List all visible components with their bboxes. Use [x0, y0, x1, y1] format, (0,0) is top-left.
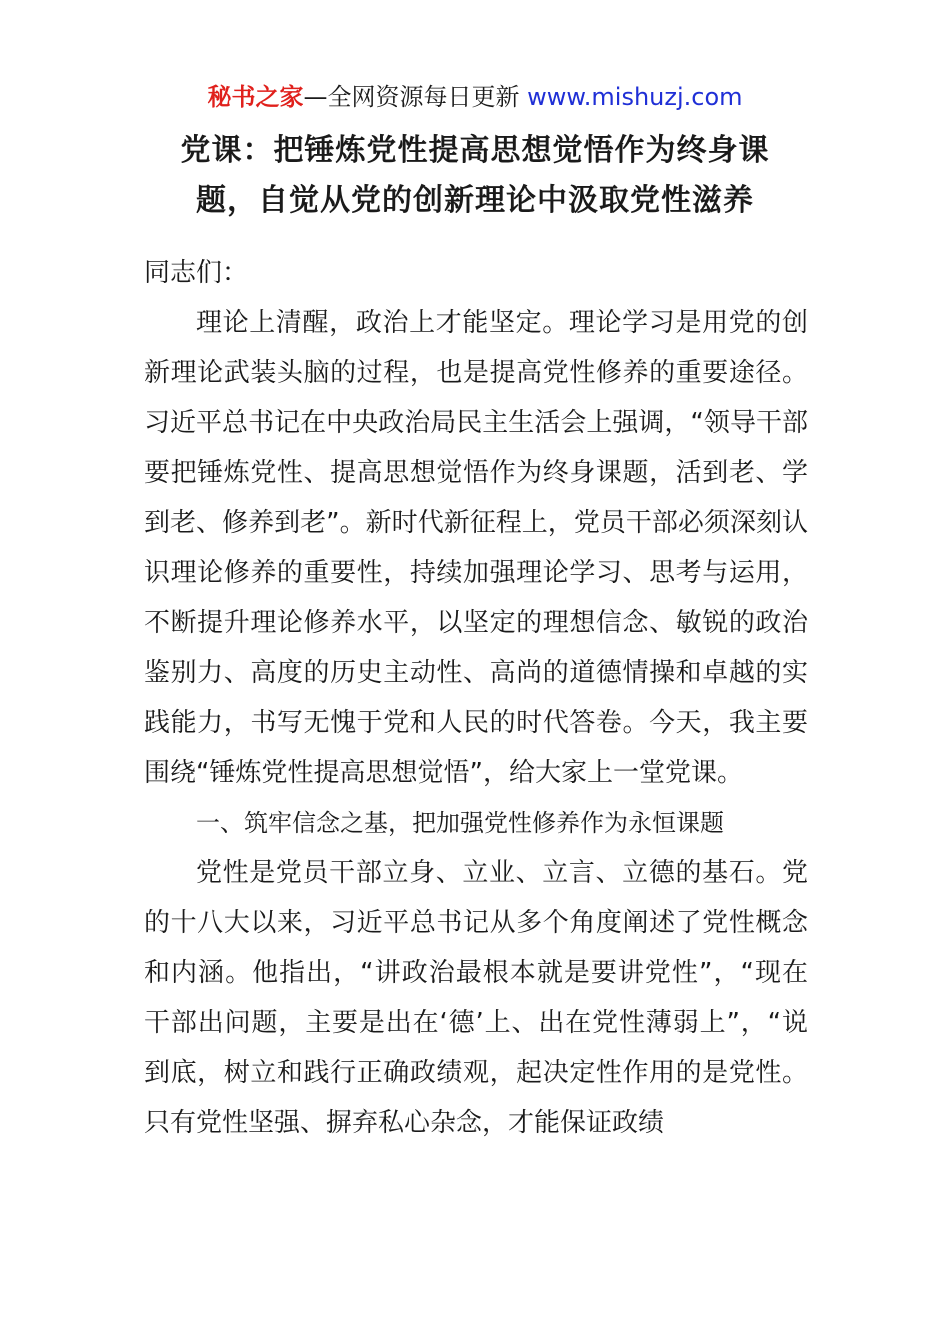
site-tagline: —全网资源每日更新	[303, 83, 528, 111]
section-paragraph: 党性是党员干部立身、立业、立言、立德的基石。党的十八大以来，习近平总书记从多个角度阐述了党性概念和内涵。他指出，“讲政治最根本就是要讲党性”，“现在干部出问题，主要是出在‘德’上、出在党性薄弱上”，“说到底，树立和践行正确政绩观，起决定性作用的是党性。只有党性坚强、摒弃私心杂念，才能保证政绩	[144, 858, 808, 1138]
site-header	[0, 80, 950, 114]
site-brand: 秘书之家	[207, 83, 304, 111]
document-title: 党课：把锤炼党性提高思想觉悟作为终身课题，自觉从党的创新理论中汲取党性滋养	[180, 133, 770, 218]
document-body	[144, 248, 808, 1148]
site-url-link[interactable]: www.mishuzj.com	[527, 83, 743, 111]
greeting: 同志们：	[144, 258, 249, 288]
intro-paragraph: 理论上清醒，政治上才能坚定。理论学习是用党的创新理论武装头脑的过程，也是提高党性修养的重要途径。习近平总书记在中央政治局民主生活会上强调，“领导干部要把锤炼党性、提高思想觉悟作为终身课题，活到老、学到老、修养到老”。新时代新征程上，党员干部必须深刻认识理论修养的重要性，持续加强理论学习、思考与运用，不断提升理论修养水平，以坚定的理想信念、敏锐的政治鉴别力、高度的历史主动性、高尚的道德情操和卓越的实践能力，书写无愧于党和人民的时代答卷。今天，我主要围绕“锤炼党性提高思想觉悟”，给大家上一堂党课。	[144, 308, 808, 788]
section-heading: 一、筑牢信念之基，把加强党性修养作为永恒课题	[196, 809, 724, 837]
